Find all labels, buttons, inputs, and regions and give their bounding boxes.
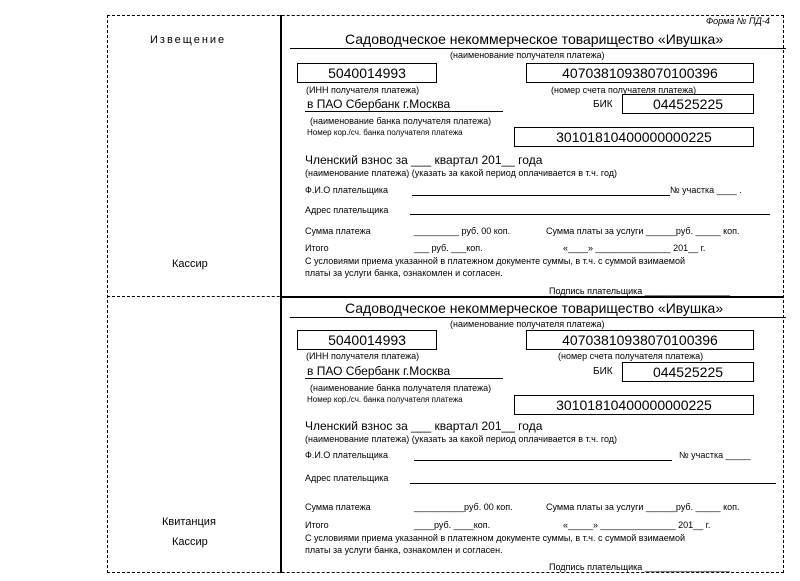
total-value: ___ руб. ___коп. (414, 243, 483, 253)
payee-caption: (наименование получателя платежа) (450, 50, 605, 60)
total-value: ____руб. ____коп. (414, 520, 491, 530)
vertical-divider (280, 15, 282, 573)
payee-underline (290, 48, 786, 49)
form-number-label: Форма № ПД-4 (706, 16, 770, 26)
account-caption: (номер счета получателя платежа) (551, 85, 697, 95)
sum-label: Сумма платежа (305, 226, 371, 236)
conditions-line1: С условиями приема указанной в платежном документе суммы, в т.ч. с суммой взимаемой (305, 533, 686, 543)
payer-signature: Подпись плательщика _________________ (549, 562, 730, 572)
plot-number-label: № участка _____ (679, 450, 751, 460)
payer-name-label: Ф.И.О плательщика (305, 450, 388, 460)
payer-name-line[interactable] (412, 195, 670, 196)
payer-signature: Подпись плательщика _________________ (549, 286, 730, 296)
cashier-label-bottom: Кассир (172, 536, 208, 548)
bik-field[interactable]: 044525225 (622, 362, 754, 382)
bank-caption: (наименование банка получателя платежа) (310, 383, 492, 393)
bank-caption: (наименование банка получателя платежа) (310, 116, 492, 126)
plot-number-label: № участка ____ . (670, 185, 742, 195)
fee-label: Сумма платы за услуги ______руб. _____ коп. (546, 502, 740, 512)
corr-label: Номер кор./сч. банка получателя платежа (307, 395, 463, 404)
payer-name-label: Ф.И.О плательщика (305, 185, 388, 195)
total-label: Итого (305, 243, 329, 253)
fee-label: Сумма платы за услуги ______руб. _____ коп. (546, 226, 740, 236)
payer-address-line[interactable] (410, 214, 770, 215)
purpose-caption: (наименование платежа) (указать за какой период оплачивается в т.ч. год) (305, 168, 618, 178)
bank-underline (305, 111, 503, 112)
account-field[interactable]: 40703810938070100396 (526, 63, 754, 83)
cashier-label-top: Кассир (172, 258, 208, 270)
sum-value: _________ руб. 00 коп. (414, 226, 511, 236)
date-value: «_____» _______________ 201__ г. (563, 520, 711, 530)
account-field[interactable]: 40703810938070100396 (526, 330, 754, 350)
inn-field[interactable]: 5040014993 (297, 63, 437, 83)
conditions-line2: платы за услуги банка, ознакомлен и согласен. (305, 268, 503, 278)
purpose-text: Членский взнос за ___ квартал 201__ года (305, 153, 543, 167)
payer-name-line[interactable] (414, 460, 672, 461)
payee-name: Садоводческое некоммерческое товарищество «Ивушка» (345, 31, 724, 47)
conditions-line2: платы за услуги банка, ознакомлен и согласен. (305, 545, 503, 555)
date-value: «____» _______________ 201__ г. (563, 243, 706, 253)
inn-caption: (ИНН получателя платежа) (306, 351, 420, 361)
payee-name: Садоводческое некоммерческое товарищество «Ивушка» (345, 300, 724, 316)
payer-address-label: Адрес плательщика (305, 205, 389, 215)
bik-label: БИК (593, 99, 613, 110)
notice-label: Извещение (150, 34, 227, 46)
purpose-text: Членский взнос за ___ квартал 201__ года (305, 419, 543, 433)
section-divider (280, 296, 784, 298)
sum-label: Сумма платежа (305, 502, 371, 512)
payee-underline (290, 317, 786, 318)
receipt-label: Квитанция (162, 516, 216, 528)
purpose-caption: (наименование платежа) (указать за какой период оплачивается в т.ч. год) (305, 434, 618, 444)
corr-field[interactable]: 30101810400000000225 (514, 395, 754, 415)
sum-value: __________руб. 00 коп. (414, 502, 513, 512)
conditions-line1: С условиями приема указанной в платежном документе суммы, в т.ч. с суммой взимаемой (305, 256, 686, 266)
bank-name: в ПАО Сбербанк г.Москва (307, 97, 451, 111)
payee-caption: (наименование получателя платежа) (450, 319, 605, 329)
bik-field[interactable]: 044525225 (622, 94, 754, 114)
payer-address-label: Адрес плательщика (305, 473, 389, 483)
account-caption: (номер счета получателя платежа) (558, 351, 704, 361)
bik-label: БИК (593, 366, 613, 377)
bank-name: в ПАО Сбербанк г.Москва (307, 364, 451, 378)
inn-caption: (ИНН получателя платежа) (306, 85, 420, 95)
corr-field[interactable]: 30101810400000000225 (514, 127, 754, 147)
total-label: Итого (305, 520, 329, 530)
corr-label: Номер кор./сч. банка получателя платежа (307, 128, 463, 137)
bank-underline (305, 378, 503, 379)
payer-address-line[interactable] (410, 483, 776, 484)
inn-field[interactable]: 5040014993 (297, 330, 437, 350)
